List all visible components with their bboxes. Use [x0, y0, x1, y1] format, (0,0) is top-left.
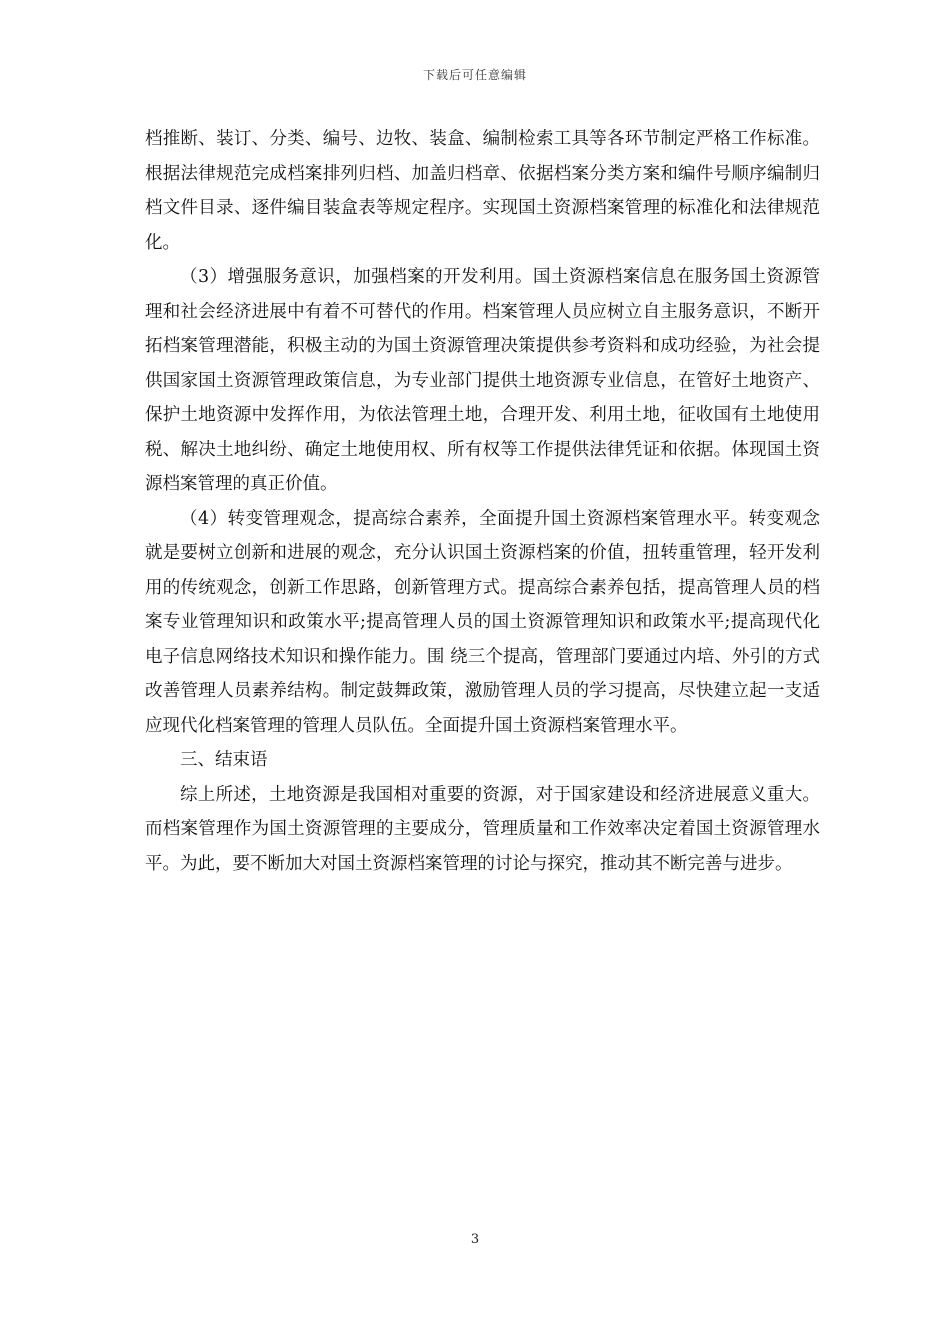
paragraph-management-concept: （4）转变管理观念，提高综合素养，全面提升国土资源档案管理水平。转变观念就是要树立创新和进展的观念，充分认识国土资源档案的价值，扭转重管理，轻开发利用的传统观念，创新工作思路，创新管理方式。提高综合素养包括，提高管理人员的档案专业管理知识和政策水平;提高管理人员的国土资源管理知识和政策水平;提高现代化电子信息网络技术知识和操作能力。围 绕三个提高，管理部门要通过内培、外引的方式改善管理人员素养结构。制定鼓舞政策，激励管理人员的学习提高，尽快建立起一支适应现代化档案管理的管理人员队伍。全面提升国土资源档案管理水平。: [145, 508, 820, 736]
paragraph-continuation: 档推断、装订、分类、编号、边牧、装盒、编制检索工具等各环节制定严格工作标准。根据法律规范完成档案排列归档、加盖归档章、依据档案分类方案和编件号顺序编制归档文件目录、逐件编目装盒表等规定程序。实现国土资源档案管理的标准化和法律规范化。: [145, 129, 820, 253]
document-body: [145, 122, 820, 881]
section-heading-conclusion: 三、结束语: [180, 750, 268, 770]
page-header: 下载后可任意编辑: [422, 68, 527, 82]
page-number: 3: [470, 1232, 480, 1247]
paragraph-conclusion: 综上所述，土地资源是我国相对重要的资源，对于国家建设和经济进展意义重大。而档案管理作为国土资源管理的主要成分，管理质量和工作效率决定着国土资源管理水平。为此，要不断加大对国土资源档案管理的讨论与探究，推动其不断完善与进步。: [145, 784, 820, 874]
paragraph-service-awareness: （3）增强服务意识，加强档案的开发利用。国土资源档案信息在服务国土资源管理和社会经济进展中有着不可替代的作用。档案管理人员应树立自主服务意识，不断开拓档案管理潜能，积极主动的为国土资源管理决策提供参考资料和成功经验，为社会提供国家国土资源管理政策信息，为专业部门提供土地资源专业信息，在管好土地资产、保护土地资源中发挥作用，为依法管理土地，合理开发、利用土地，征收国有土地使用税、解决土地纠纷、确定土地使用权、所有权等工作提供法律凭证和依据。体现国土资源档案管理的真正价值。: [145, 267, 820, 494]
